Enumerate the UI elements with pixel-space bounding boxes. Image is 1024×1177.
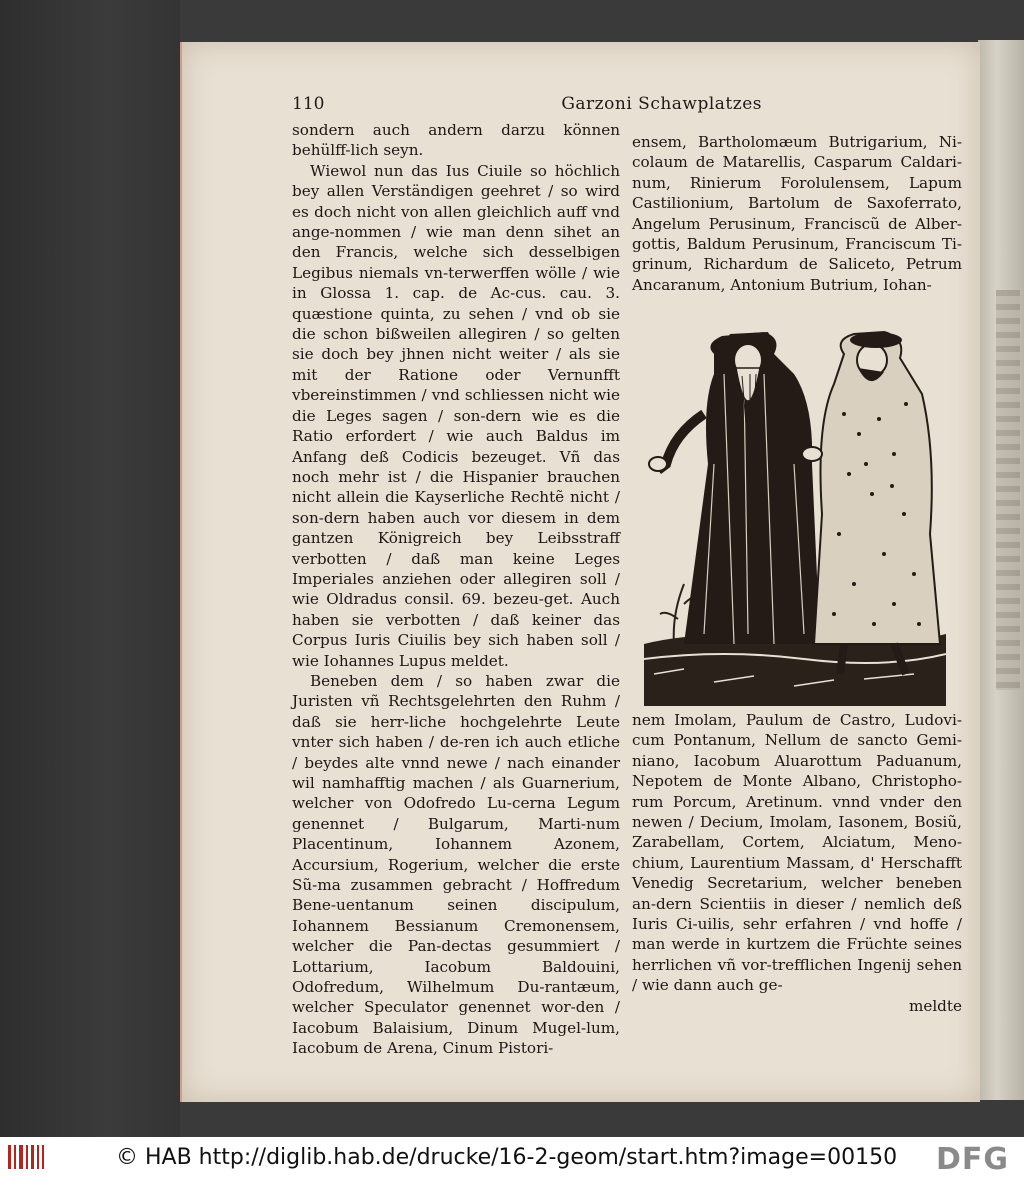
footer-bar [0, 1137, 1024, 1177]
dfg-logo-text: DFG [936, 1142, 1010, 1173]
dfg-logo [936, 1141, 1018, 1173]
running-head [292, 94, 912, 114]
left-paragraph-2: Wiewol nun das Ius Ciuile so höchlich bey allen Verständigen geehret / so wird es doch nicht von allen gleichlich auff vnd ange-nommen / wie man denn sihet an den Francis, welche sich desselbigen Legibus niemals vn-terwerffen wölle / wie in Glossa 1. cap. de Ac-cus. cau. 3. quæstione quinta, zu sehen / vnd ob sie die schon bißweilen allegiren / so gelten sie doch bey jhnen nicht weiter / als sie mit der Ratione oder Vernunfft vbereinstimmen / vnd schliessen nicht wie die Leges sagen / son-dern wie es die Ratio erfordert / wie auch Baldus im Anfang deß Codicis bezeuget. Vñ das noch mehr ist / die Hispanier brauchen nicht allein die Kayserliche Rechtẽ nicht / son-dern haben auch vor diesem in dem gantzen Königreich bey Leibsstraff verbotten / daß man keine Leges Imperiales anziehen oder allegiren soll / wie Oldradus consil. 69. bezeu-get. Auch haben sie verbotten / daß keiner das Corpus Iuris Ciuilis bey sich haben soll / wie Iohannes Lupus meldet. [292, 161, 620, 670]
right-bottom-text: nem Imolam, Paulum de Castro, Ludovi-cum Pontanum, Nellum de sancto Gemi-niano, Iacobum Aluarottum Paduanum, Nepotem de Monte Albano, Christopho-rum Porcum, Aretinum. vnnd vnder den newen / Decium, Imolam, Iasonem, Bosiũ, Zarabellam, Cortem, Alciatum, Meno-chium, Laurentium Massam, d' Herschafft Venedig Secretarium, welcher beneben an-dern Scientiis in dieser / nemlich deß Iuris Ci-uilis, sehr erfahren / vnd hoffe / man werde in kurtzem die Früchte seines herrlichen vñ vor-trefflichen Ingenij sehen / wie dann auch ge- [632, 711, 962, 995]
right-column-bottom [632, 710, 962, 1016]
woodcut-illustration [644, 314, 946, 706]
running-title: Garzoni Schawplatzes [561, 94, 762, 114]
page-number: 110 [292, 94, 325, 114]
scan-background [0, 0, 180, 1137]
library-barcode-icon [6, 1143, 46, 1171]
left-paragraph-3: Beneben dem / so haben zwar die Juristen vñ Rechtsgelehrten den Ruhm / daß sie herr-liche hochgelehrte Leute vnter sich haben / de-ren ich auch etliche / beydes alte vnnd newe / nach einander wil namhafftig machen / als Guarnerium, welcher von Odofredo Lu-cerna Legum genennet / Bulgarum, Marti-num Placentinum, Iohannem Azonem, Accursium, Rogerium, welcher die erste Sũ-ma zusammen gebracht / Hoffredum Bene-uentanum seinen discipulum, Iohannem Bessianum Cremonensem, welcher die Pan-dectas gesummiert / Lottarium, Iacobum Baldouini, Odofredum, Wilhelmum Du-rantæum, welcher Speculator genennet wor-den / Iacobum Balaisium, Dinum Mugel-lum, Iacobum de Arena, Cinum Pistori- [292, 671, 620, 1058]
right-column-top [632, 132, 962, 295]
copyright-url[interactable]: © HAB http://diglib.hab.de/drucke/16-2-geom/start.htm?image=00150 [116, 1144, 898, 1170]
left-column [292, 120, 620, 1059]
right-top-text: ensem, Bartholomæum Butrigarium, Ni-colaum de Matarellis, Casparum Caldari-num, Rinierum Forolulensem, Lapum Castilionium, Bartolum de Saxoferrato, Angelum Perusinum, Franciscũ de Alber-gottis, Baldum Perusinum, Franciscum Ti-grinum, Richardum de Saliceto, Petrum Ancaranum, Antonium Butrium, Iohan- [632, 133, 962, 294]
left-paragraph-1: sondern auch andern darzu können behülff-lich seyn. [292, 121, 620, 160]
catchword: meldte [908, 996, 962, 1015]
adjacent-page-figure [996, 290, 1020, 690]
book-page [180, 42, 980, 1102]
